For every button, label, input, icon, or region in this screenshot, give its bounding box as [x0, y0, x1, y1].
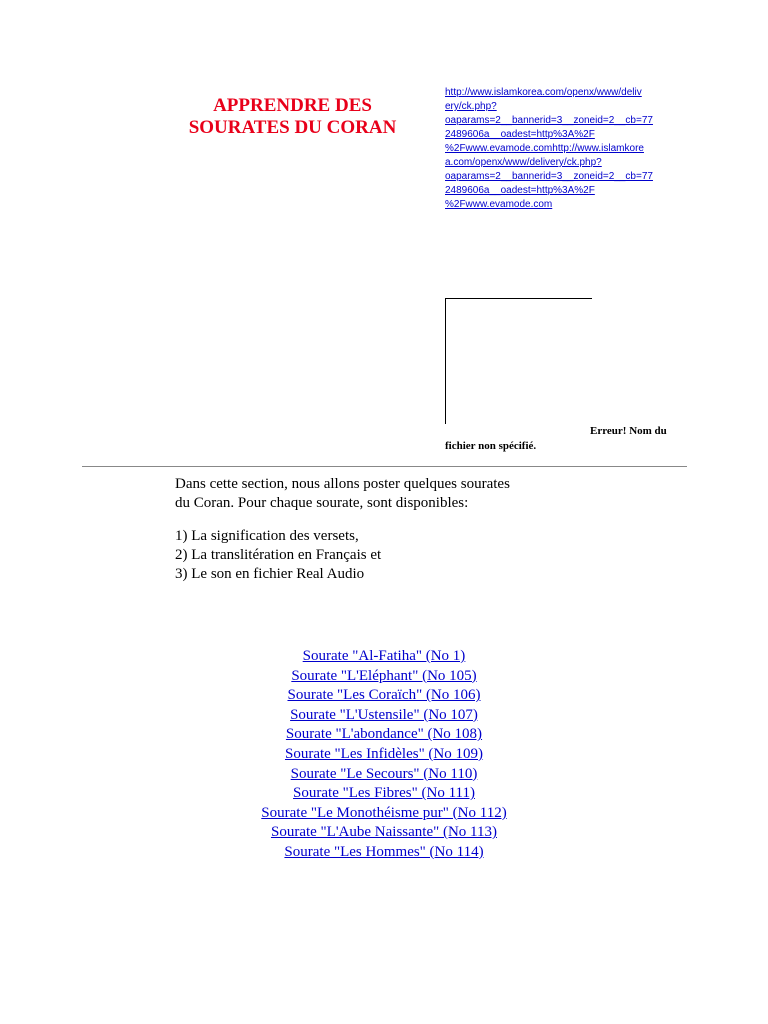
list-item: [150, 745, 618, 765]
ad-banner-link[interactable]: [445, 86, 690, 212]
list-item: [150, 667, 618, 687]
features-list: [175, 527, 595, 584]
sourate-link-les-infideles[interactable]: Sourate "Les Infidèles" (No 109): [284, 745, 484, 762]
ad-link-line: 2489606a__oadest=http%3A%2F: [445, 129, 595, 140]
ad-link-line: a.com/openx/www/delivery/ck.php?: [445, 157, 602, 168]
sourate-link-l-ustensile[interactable]: Sourate "L'Ustensile" (No 107): [290, 706, 478, 723]
sourate-link-l-abondance[interactable]: Sourate "L'abondance" (No 108): [285, 726, 483, 743]
missing-image-error-text: Erreur! Nom du: [590, 425, 667, 437]
intro-line-1: Dans cette section, nous allons poster quelques sourates: [175, 476, 510, 492]
list-item: [150, 804, 618, 824]
list-item: [150, 725, 618, 745]
feature-item: 1) La signification des versets,: [175, 528, 359, 544]
sourate-link-les-coraich[interactable]: Sourate "Les Coraïch" (No 106): [287, 687, 481, 704]
sourate-link-le-monotheisme-pur[interactable]: Sourate "Le Monothéisme pur" (No 112): [261, 804, 507, 821]
ad-link-line: http://www.islamkorea.com/openx/www/deliv: [445, 87, 642, 98]
intro-paragraph: [175, 475, 595, 513]
page-title: [150, 95, 435, 139]
ad-link-line: %2Fwww.evamode.comhttp://www.islamkore: [445, 143, 644, 154]
intro-line-2: du Coran. Pour chaque sourate, sont disponibles:: [175, 495, 469, 511]
title-line-2: SOURATES DU CORAN: [188, 117, 397, 138]
missing-image-frame: [445, 298, 592, 424]
list-item: [150, 765, 618, 785]
sourate-link-le-secours[interactable]: Sourate "Le Secours" (No 110): [290, 765, 478, 782]
list-item: [150, 686, 618, 706]
sourate-link-l-elephant[interactable]: Sourate "L'Eléphant" (No 105): [291, 667, 477, 684]
ad-link-line: ery/ck.php?: [445, 101, 497, 112]
horizontal-divider: [82, 466, 687, 467]
ad-link-line: 2489606a__oadest=http%3A%2F: [445, 185, 595, 196]
sourate-link-al-fatiha[interactable]: Sourate "Al-Fatiha" (No 1): [302, 648, 466, 664]
sourate-link-les-hommes[interactable]: Sourate "Les Hommes" (No 114): [284, 843, 484, 860]
ad-link-line: oaparams=2__bannerid=3__zoneid=2__cb=77: [445, 115, 653, 126]
list-item: [150, 823, 618, 843]
sourate-link-l-aube-naissante[interactable]: Sourate "L'Aube Naissante" (No 113): [270, 824, 497, 841]
list-item: [150, 784, 618, 804]
ad-link-line: oaparams=2__bannerid=3__zoneid=2__cb=77: [445, 171, 653, 182]
list-item: [150, 706, 618, 726]
sourate-links-list: [150, 647, 618, 863]
ad-link-line: %2Fwww.evamode.com: [445, 199, 553, 210]
list-item: [150, 843, 618, 863]
title-line-1: APPRENDRE DES: [213, 95, 372, 116]
missing-image-error-text-continued: fichier non spécifié.: [445, 440, 537, 452]
sourate-link-les-fibres[interactable]: Sourate "Les Fibres" (No 111): [293, 785, 475, 802]
feature-item: 2) La translitération en Français et: [175, 547, 382, 563]
list-item: [150, 647, 618, 667]
feature-item: 3) Le son en fichier Real Audio: [175, 566, 365, 582]
